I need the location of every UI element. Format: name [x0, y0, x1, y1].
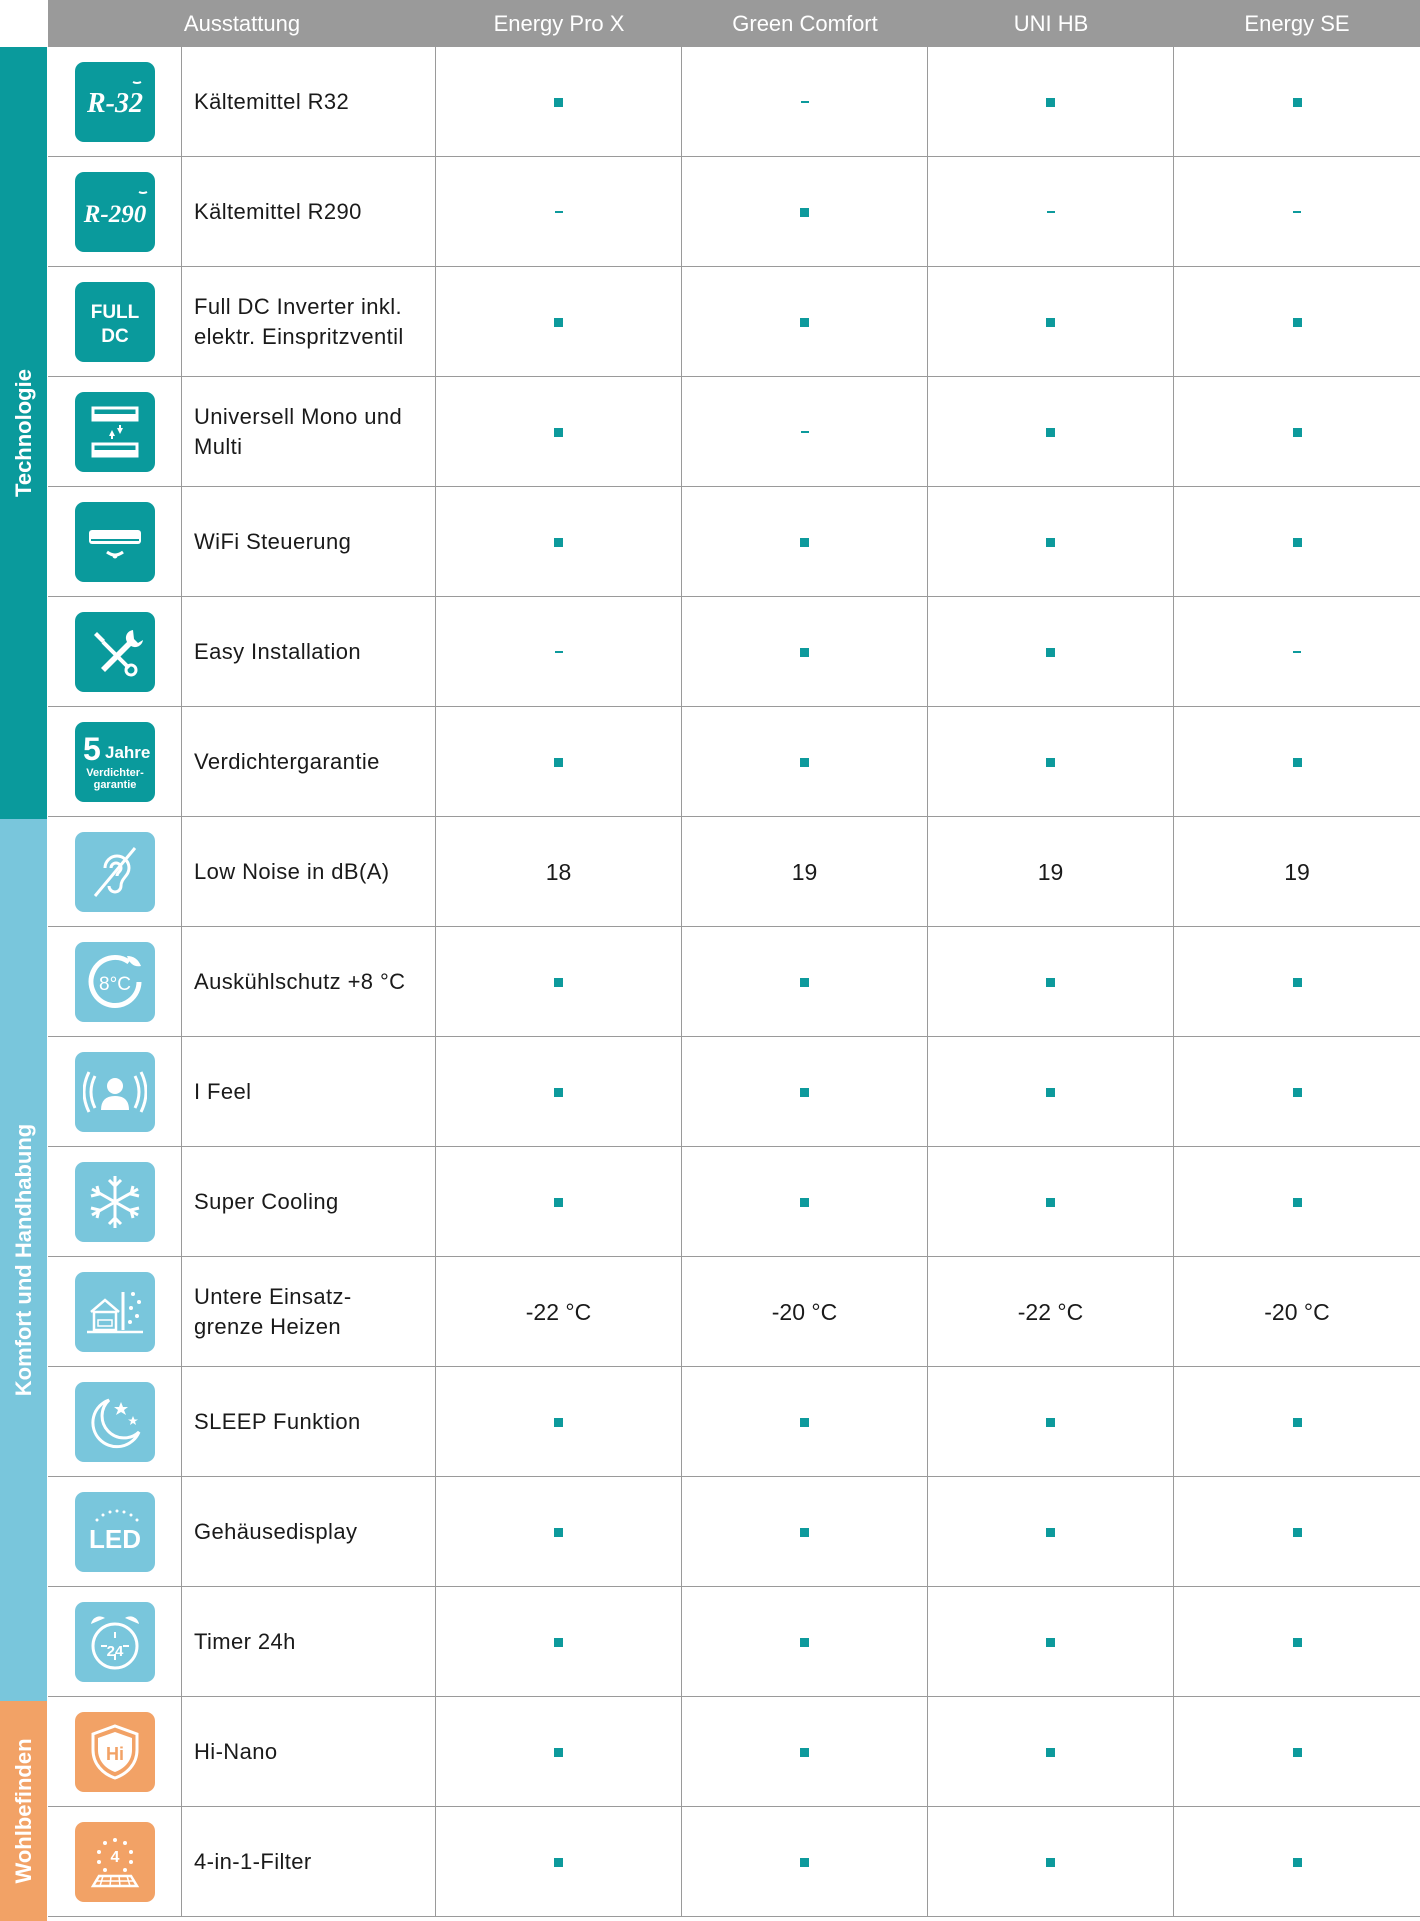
value-cell-product-3 — [928, 267, 1174, 377]
icon-cell — [48, 157, 182, 267]
ear-icon — [75, 832, 155, 912]
value-cell-product-2 — [682, 1147, 928, 1257]
section-label: Wohlbefinden — [10, 1738, 36, 1884]
yes-mark — [800, 208, 809, 217]
value-cell-product-1 — [436, 1697, 682, 1807]
feature-text: Auskühlschutz +8 °C — [194, 969, 406, 994]
tools-icon — [75, 612, 155, 692]
yes-mark — [554, 978, 563, 987]
yes-mark — [800, 1088, 809, 1097]
value-text: -22 °C — [525, 1298, 592, 1325]
table-row — [48, 487, 1420, 597]
no-mark — [555, 651, 563, 653]
feature-text: Easy Installation — [194, 639, 361, 664]
feature-text: Low Noise in dB(A) — [194, 859, 390, 884]
yes-mark — [1293, 1528, 1302, 1537]
table-row — [48, 1587, 1420, 1697]
yes-mark — [800, 1418, 809, 1427]
value-cell-product-4 — [1174, 1367, 1420, 1477]
icon-cell — [48, 1367, 182, 1477]
section-technologie — [0, 47, 47, 819]
value-cell-product-2 — [682, 267, 928, 377]
value-cell-product-3 — [928, 1147, 1174, 1257]
yes-mark — [1293, 1858, 1302, 1867]
header-product-1: Energy Pro X — [493, 11, 625, 36]
icon-text: 5 — [82, 731, 101, 767]
value-cell-product-3 — [928, 1697, 1174, 1807]
yes-mark — [800, 1638, 809, 1647]
value-cell-product-1 — [436, 1367, 682, 1477]
icon-text: 24 — [106, 1643, 123, 1660]
yes-mark — [1293, 1418, 1302, 1427]
value-cell-product-4 — [1174, 47, 1420, 157]
yes-mark — [1046, 978, 1055, 987]
value-cell-product-2 — [682, 707, 928, 817]
feature-text: Universell Mono und Multi — [194, 404, 403, 459]
table-row — [48, 927, 1420, 1037]
led-icon — [75, 1492, 155, 1572]
alarm-clock-icon — [75, 1602, 155, 1682]
section-label: Komfort und Handhabung — [10, 1123, 36, 1397]
icon-cell — [48, 487, 182, 597]
value-cell-product-1 — [436, 597, 682, 707]
mono-multi-icon — [75, 392, 155, 472]
table-row — [48, 377, 1420, 487]
guarantee-icon — [75, 722, 155, 802]
table-row — [48, 1367, 1420, 1477]
feature-label — [182, 1697, 436, 1807]
full-dc-icon — [75, 282, 155, 362]
icon-cell — [48, 597, 182, 707]
yes-mark — [1046, 318, 1055, 327]
value-cell-product-3 — [928, 1257, 1174, 1367]
yes-mark — [1046, 1418, 1055, 1427]
r290-icon — [75, 172, 155, 252]
value-text: 19 — [791, 858, 818, 885]
icon-cell — [48, 47, 182, 157]
feature-label — [182, 707, 436, 817]
value-text: 19 — [1037, 858, 1064, 885]
house-cold-icon — [75, 1272, 155, 1352]
value-cell-product-4 — [1174, 1147, 1420, 1257]
value-cell-product-1 — [436, 1807, 682, 1917]
no-mark — [801, 431, 809, 433]
wifi-unit-icon — [75, 502, 155, 582]
yes-mark — [554, 758, 563, 767]
header-product-2: Green Comfort — [732, 11, 878, 36]
icon-text: R-290 — [83, 201, 146, 228]
feature-label — [182, 817, 436, 927]
yes-mark — [1293, 318, 1302, 327]
icon-cell — [48, 707, 182, 817]
value-cell-product-4 — [1174, 817, 1420, 927]
value-text: 19 — [1284, 858, 1310, 885]
value-text: 18 — [545, 858, 572, 885]
feature-text: WiFi Steuerung — [194, 529, 352, 554]
yes-mark — [800, 978, 809, 987]
yes-mark — [1046, 428, 1055, 437]
icon-cell — [48, 1147, 182, 1257]
icon-text: garantie — [93, 779, 136, 791]
value-cell-product-2 — [682, 157, 928, 267]
value-text: -22 °C — [1017, 1298, 1084, 1325]
icon-text: 8°C — [98, 974, 131, 995]
yes-mark — [1046, 98, 1055, 107]
table-row — [48, 1037, 1420, 1147]
value-cell-product-3 — [928, 157, 1174, 267]
feature-label — [182, 1257, 436, 1367]
table-row — [48, 1477, 1420, 1587]
value-cell-product-4 — [1174, 1697, 1420, 1807]
yes-mark — [800, 1858, 809, 1867]
feature-label — [182, 1367, 436, 1477]
icon-text: DC — [100, 326, 129, 347]
value-cell-product-1 — [436, 377, 682, 487]
yes-mark — [554, 1748, 563, 1757]
yes-mark — [1046, 1088, 1055, 1097]
table-row — [48, 1257, 1420, 1367]
value-cell-product-1 — [436, 47, 682, 157]
yes-mark — [1046, 538, 1055, 547]
yes-mark — [800, 318, 809, 327]
table-row — [48, 1697, 1420, 1807]
feature-text: Full DC Inverter inkl. elektr. Einspritzventil — [194, 294, 404, 349]
value-cell-product-4 — [1174, 927, 1420, 1037]
value-cell-product-2 — [682, 817, 928, 927]
table-row — [48, 1807, 1420, 1917]
value-cell-product-2 — [682, 1477, 928, 1587]
table-row — [48, 157, 1420, 267]
yes-mark — [1046, 1748, 1055, 1757]
table-row — [48, 707, 1420, 817]
icon-cell — [48, 1477, 182, 1587]
value-cell-product-1 — [436, 1037, 682, 1147]
icon-cell — [48, 817, 182, 927]
value-cell-product-1 — [436, 157, 682, 267]
feature-label — [182, 597, 436, 707]
icon-cell — [48, 267, 182, 377]
feature-label — [182, 927, 436, 1037]
value-cell-product-1 — [436, 1587, 682, 1697]
value-cell-product-2 — [682, 1697, 928, 1807]
value-cell-product-2 — [682, 927, 928, 1037]
yes-mark — [554, 1198, 563, 1207]
yes-mark — [800, 1198, 809, 1207]
value-cell-product-4 — [1174, 1477, 1420, 1587]
feature-text: 4-in-1-Filter — [194, 1849, 312, 1874]
icon-cell — [48, 1257, 182, 1367]
value-cell-product-4 — [1174, 597, 1420, 707]
value-cell-product-3 — [928, 1477, 1174, 1587]
yes-mark — [554, 1088, 563, 1097]
table-header — [0, 0, 1420, 47]
value-cell-product-2 — [682, 1807, 928, 1917]
feature-text: Super Cooling — [194, 1189, 339, 1214]
value-cell-product-3 — [928, 487, 1174, 597]
value-cell-product-2 — [682, 487, 928, 597]
yes-mark — [554, 98, 563, 107]
icon-cell — [48, 927, 182, 1037]
value-cell-product-2 — [682, 1367, 928, 1477]
icon-text: Verdichter- — [85, 767, 144, 779]
value-cell-product-3 — [928, 707, 1174, 817]
value-cell-product-1 — [436, 817, 682, 927]
value-cell-product-4 — [1174, 1807, 1420, 1917]
yes-mark — [800, 648, 809, 657]
yes-mark — [1046, 648, 1055, 657]
header-product-3: UNI HB — [1013, 11, 1089, 36]
value-cell-product-4 — [1174, 487, 1420, 597]
moon-icon — [75, 1382, 155, 1462]
table-row — [48, 267, 1420, 377]
feature-label — [182, 267, 436, 377]
value-cell-product-3 — [928, 597, 1174, 707]
icon-text: FULL — [90, 302, 139, 323]
icon-text: R-32 — [86, 88, 143, 119]
person-sense-icon — [75, 1052, 155, 1132]
yes-mark — [800, 538, 809, 547]
feature-label — [182, 157, 436, 267]
icon-cell — [48, 1037, 182, 1147]
yes-mark — [800, 1748, 809, 1757]
feature-text: Gehäusedisplay — [194, 1519, 358, 1544]
value-cell-product-2 — [682, 597, 928, 707]
table-row — [48, 47, 1420, 157]
feature-label — [182, 1477, 436, 1587]
feature-label — [182, 47, 436, 157]
value-cell-product-4 — [1174, 157, 1420, 267]
value-cell-product-3 — [928, 1037, 1174, 1147]
feature-text: Verdichtergarantie — [194, 749, 380, 774]
feature-label — [182, 1587, 436, 1697]
table-row — [48, 597, 1420, 707]
feature-text: Kältemittel R32 — [194, 89, 350, 114]
yes-mark — [800, 758, 809, 767]
section-wohlbefinden — [0, 1701, 47, 1921]
feature-text: Timer 24h — [194, 1629, 296, 1654]
value-cell-product-1 — [436, 927, 682, 1037]
section-label: Technologie — [10, 369, 36, 497]
yes-mark — [1293, 1748, 1302, 1757]
feature-label — [182, 1037, 436, 1147]
value-cell-product-4 — [1174, 707, 1420, 817]
feature-text: Untere Einsatz- grenze Heizen — [194, 1284, 352, 1339]
feature-text: Hi-Nano — [194, 1739, 278, 1764]
value-cell-product-2 — [682, 47, 928, 157]
value-cell-product-1 — [436, 707, 682, 817]
value-cell-product-2 — [682, 377, 928, 487]
table-row — [48, 817, 1420, 927]
header-feature-col: Ausstattung — [183, 11, 301, 36]
value-cell-product-1 — [436, 487, 682, 597]
yes-mark — [554, 1638, 563, 1647]
feature-label — [182, 377, 436, 487]
value-cell-product-4 — [1174, 267, 1420, 377]
shield-hi-icon — [75, 1712, 155, 1792]
yes-mark — [1293, 758, 1302, 767]
feature-label — [182, 487, 436, 597]
yes-mark — [554, 428, 563, 437]
no-mark — [801, 101, 809, 103]
value-cell-product-3 — [928, 1587, 1174, 1697]
no-mark — [555, 211, 563, 213]
value-cell-product-3 — [928, 817, 1174, 927]
yes-mark — [1046, 758, 1055, 767]
no-mark — [1047, 211, 1055, 213]
value-text: -20 °C — [771, 1298, 838, 1325]
section-komfort — [0, 819, 47, 1701]
value-cell-product-1 — [436, 1257, 682, 1367]
no-mark — [1293, 211, 1301, 213]
snowflake-icon — [75, 1162, 155, 1242]
value-text: -20 °C — [1264, 1298, 1330, 1325]
yes-mark — [554, 1858, 563, 1867]
value-cell-product-1 — [436, 267, 682, 377]
value-cell-product-2 — [682, 1257, 928, 1367]
filter-icon — [75, 1822, 155, 1902]
yes-mark — [800, 1528, 809, 1537]
feature-text: Kältemittel R290 — [194, 199, 362, 224]
feature-label — [182, 1147, 436, 1257]
value-cell-product-2 — [682, 1037, 928, 1147]
yes-mark — [1293, 1638, 1302, 1647]
yes-mark — [1293, 1198, 1302, 1207]
value-cell-product-4 — [1174, 377, 1420, 487]
yes-mark — [1293, 1088, 1302, 1097]
yes-mark — [554, 538, 563, 547]
value-cell-product-3 — [928, 377, 1174, 487]
r32-icon — [75, 62, 155, 142]
no-mark — [1293, 651, 1301, 653]
yes-mark — [1046, 1638, 1055, 1647]
yes-mark — [1293, 538, 1302, 547]
feature-text: I Feel — [194, 1079, 252, 1104]
icon-cell — [48, 1697, 182, 1807]
icon-text: 4 — [110, 1849, 119, 1866]
icon-text: Jahre — [104, 743, 150, 762]
yes-mark — [554, 1418, 563, 1427]
yes-mark — [1293, 978, 1302, 987]
icon-text: Hi — [105, 1744, 124, 1764]
frost-protection-icon — [75, 942, 155, 1022]
yes-mark — [1046, 1528, 1055, 1537]
value-cell-product-1 — [436, 1477, 682, 1587]
yes-mark — [1046, 1858, 1055, 1867]
icon-text: LED — [88, 1524, 141, 1554]
value-cell-product-3 — [928, 1807, 1174, 1917]
icon-cell — [48, 377, 182, 487]
yes-mark — [1293, 428, 1302, 437]
value-cell-product-4 — [1174, 1037, 1420, 1147]
value-cell-product-4 — [1174, 1257, 1420, 1367]
icon-cell — [48, 1807, 182, 1917]
value-cell-product-3 — [928, 1367, 1174, 1477]
header-product-4: Energy SE — [1244, 11, 1350, 36]
value-cell-product-3 — [928, 927, 1174, 1037]
value-cell-product-4 — [1174, 1587, 1420, 1697]
feature-text: SLEEP Funktion — [194, 1409, 361, 1434]
value-cell-product-1 — [436, 1147, 682, 1257]
yes-mark — [554, 1528, 563, 1537]
icon-cell — [48, 1587, 182, 1697]
yes-mark — [1046, 1198, 1055, 1207]
yes-mark — [554, 318, 563, 327]
value-cell-product-3 — [928, 47, 1174, 157]
yes-mark — [1293, 98, 1302, 107]
table-row — [48, 1147, 1420, 1257]
value-cell-product-2 — [682, 1587, 928, 1697]
feature-label — [182, 1807, 436, 1917]
